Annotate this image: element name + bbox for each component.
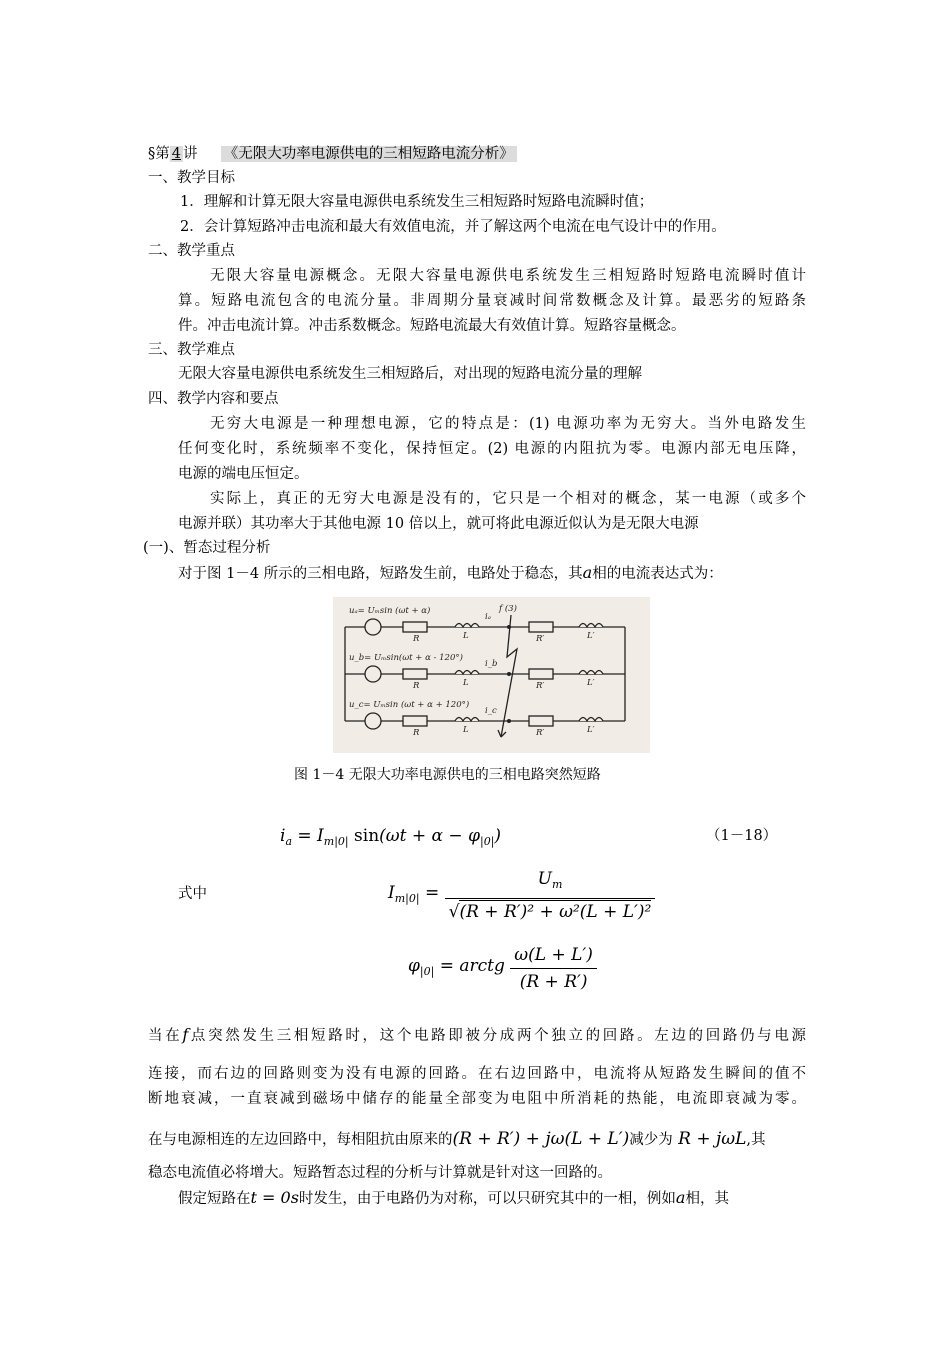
label-lp-b: L′: [587, 678, 595, 688]
intro-var-a: a: [582, 563, 593, 582]
label-rp-a: R′: [536, 634, 545, 644]
analysis-text-f: 假定短路在: [178, 1191, 251, 1207]
equation-1-18: $i_a = I_{m|0|}$ $\sin(\omega t + \alpha - \varphi_{|0|})$: [280, 826, 502, 848]
subsection-heading-transient: (一)、暂态过程分析: [143, 540, 271, 556]
infinite-source-line-1: 无穷大电源是一种理想电源，它的特点是：(1) 电源功率为无穷大。当外电路发生: [210, 416, 806, 432]
infinite-source-line-2: 任何变化时，系统频率不变化，保持恒定。(2) 电源的内阻抗为零。电源内部无电压降，: [178, 441, 806, 457]
intro-text-b: 相的电流表达式为：: [592, 566, 723, 582]
section-heading-key-points: 二、教学重点: [148, 243, 235, 259]
equation-number: （1－18）: [706, 828, 778, 844]
label-l-c: L: [463, 725, 469, 735]
key-points-line-2: 算。短路电流包含的电流分量。非周期分量衰减时间常数概念及计算。最恶劣的短路条: [178, 293, 806, 309]
header-suffix: 讲: [182, 146, 198, 162]
intro-text-a: 对于图 1－4 所示的三相电路，短路发生前，电路处于稳态，其: [178, 566, 583, 582]
analysis-text-h: 相，其: [685, 1191, 729, 1207]
label-lp-c: L′: [587, 725, 595, 735]
label-ic: i_c: [485, 706, 497, 716]
analysis-var-a: a: [675, 1188, 686, 1207]
analysis-line-6: [178, 1188, 729, 1209]
lecture-title: 《无限大功率电源供电的三相短路电流分析》: [221, 146, 517, 162]
label-ib: i_b: [485, 659, 498, 669]
header-prefix: §第: [148, 146, 170, 162]
section-heading-content: 四、教学内容和要点: [148, 391, 279, 407]
label-lp-a: L′: [587, 631, 595, 641]
circuit-diagram: [333, 597, 650, 753]
objective-item-1: 1．理解和计算无限大容量电源供电系统发生三相短路时短路电流瞬时值；: [180, 194, 654, 210]
key-points-line-1: 无限大容量电源概念。无限大容量电源供电系统发生三相短路时短路电流瞬时值计: [210, 268, 806, 284]
analysis-line-1: [148, 1025, 806, 1046]
analysis-line-5: 稳态电流值必将增大。短路暂态过程的分析与计算就是针对这一回路的。: [148, 1165, 612, 1181]
key-points-line-3: 件。冲击电流计算。冲击系数概念。短路电流最大有效值计算。短路容量概念。: [178, 318, 686, 334]
analysis-text-g: 时发生，由于电路仍为对称，可以只研究其中的一相，例如: [298, 1191, 676, 1207]
difficulties-line-1: 无限大容量电源供电系统发生三相短路后，对出现的短路电流分量的理解: [178, 366, 642, 382]
label-r-c: R: [413, 728, 420, 738]
section-heading-objectives: 一、教学目标: [148, 170, 235, 186]
where-label: 式中: [178, 886, 207, 902]
analysis-line-4: [148, 1127, 766, 1152]
label-l-a: L: [463, 631, 469, 641]
equation-im0: $I_{m|0|}$ = $\frac{U_m}{\text{√(R + R′)² + ω²(L + L′)²}}$: [388, 868, 655, 923]
objective-item-2: 2．会计算短路冲击电流和最大有效值电流，并了解这两个电流在电气设计中的作用。: [180, 219, 726, 235]
equation-phi0: $\varphi_{|0|}$ = arctg $\frac{\omega(L + L')}{(R + R')}$: [408, 944, 597, 993]
label-uc: u_c= Uₘsin (ωt + α + 120°): [349, 700, 470, 710]
label-ia: iₐ: [485, 612, 491, 622]
analysis-var-f: f: [182, 1025, 189, 1044]
analysis-text-d: 减少为: [629, 1132, 673, 1148]
label-fault: f (3): [499, 604, 517, 614]
label-r-b: R: [413, 681, 420, 691]
circuit-figure: [333, 597, 650, 753]
label-r-a: R: [413, 634, 420, 644]
analysis-text-e: ,其: [746, 1132, 766, 1148]
impedance-after: R + jωL: [672, 1129, 747, 1149]
label-ua: uₐ= Uₘsin (ωt + α): [349, 606, 431, 616]
label-rp-c: R′: [536, 728, 545, 738]
impedance-before: (R + R′) + jω(L + L′): [452, 1129, 630, 1149]
label-ub: u_b= Uₘsin(ωt + α - 120°): [349, 653, 463, 663]
intro-line: [178, 563, 723, 584]
real-source-line-1: 实际上，真正的无穷大电源是没有的，它只是一个相对的概念，某一电源（或多个: [210, 491, 806, 507]
figure-caption: 图 1－4 无限大功率电源供电的三相电路突然短路: [294, 767, 601, 783]
analysis-text-b: 点突然发生三相短路时，这个电路即被分成两个独立的回路。左边的回路仍与电源: [188, 1028, 807, 1044]
label-l-b: L: [463, 678, 469, 688]
section-heading-difficulties: 三、教学难点: [148, 342, 235, 358]
analysis-text-a: 当在: [148, 1028, 183, 1044]
time-zero: t = 0s: [250, 1188, 299, 1207]
analysis-text-c: 在与电源相连的左边回路中，每相阻抗由原来的: [148, 1132, 453, 1148]
real-source-line-2: 电源并联）其功率大于其他电源 10 倍以上，就可将此电源近似认为是无限大电源: [178, 516, 699, 532]
analysis-line-2: 连接，而右边的回路则变为没有电源的回路。在右边回路中，电流将从短路发生瞬间的值不: [148, 1066, 806, 1082]
infinite-source-line-3: 电源的端电压恒定。: [178, 466, 309, 482]
lecture-number: 4: [171, 146, 181, 162]
lecture-header: [148, 144, 517, 164]
label-rp-b: R′: [536, 681, 545, 691]
analysis-line-3: 断地衰减，一直衰减到磁场中储存的能量全部变为电阻中所消耗的热能，电流即衰减为零。: [148, 1091, 806, 1107]
